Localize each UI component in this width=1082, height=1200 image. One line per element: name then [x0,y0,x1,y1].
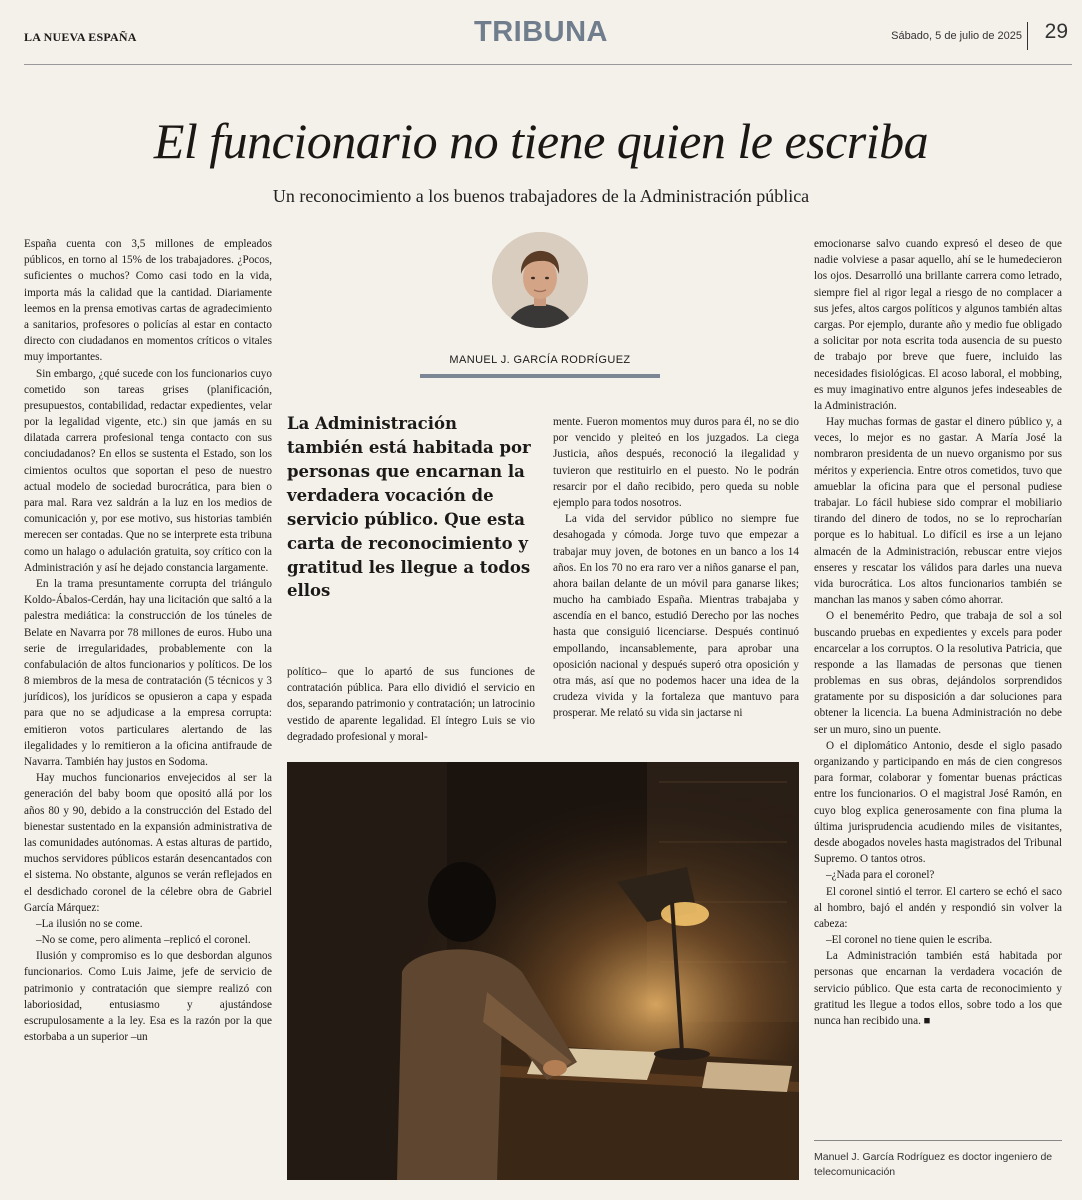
paragraph: –¿Nada para el coronel? [826,869,935,882]
pull-quote: La Administración también está habitada por personas que encarnan la verdadera vocación de servicio público. Que esta carta de reconocimiento y gratitud les llegue a todos ellos [287,414,531,601]
paragraph: O el diplomático Antonio, desde el siglo pasado organizando y participando en más de cien congresos para formar, colaborar y fomentar buenas prácticas entre los funcionarios. O el magistral José Ramón, en cuyo blog explica generosamente con fina pluma la última jurisprudencia acudiendo miles de visitantes, desde abogados noveles hasta magistrados del Tribunal Supremo. O tantos otros. [814,739,1062,866]
article-subtitle: Un reconocimiento a los buenos trabajadores de la Administración pública [272,186,810,206]
paragraph: –El coronel no tiene quien le escriba. [826,934,993,947]
section-title: TRIBUNA [474,16,608,48]
article-illustration [287,762,799,1180]
page-header [0,0,1082,70]
paragraph: En la trama presuntamente corrupta del triángulo Koldo-Ábalos-Cerdán, hay una licitación que saltó a la palestra mediática: la construcción de los túneles de Belate en Navarra por 78 millones de euros. Hubo una serie de irregularidades, probablemente con la confabulación de altos funcionarios y políticos. De los 8 miembros de la mesa de contratación (5 técnicos y 3 jurídicos), los jurídicos se opusieron a capa y espada para que no se adjudicase a la empresa corrupta: emitieron votos particulares alertando de las ilegalidades y lo remitieron a la oficina antifraude de Navarra. También hay justos en Sodoma. [24,577,272,768]
author-name: MANUEL J. GARCÍA RODRÍGUEZ [449,354,631,366]
paragraph: La vida del servidor público no siempre fue desahogada y cómoda. Jorge tuvo que empezar a trabajar muy joven, de botones en un banco a los 14 años. En los 70 no era raro ver a niños ganarse el pan, ahora bailan delante de un móvil para ganarse likes; mucho ha cambiado España. Mientras trabajaba y ascendía en el banco, estudió Derecho por las noches hasta que consiguió licenciarse. Después continuó empollando, incansablemente, para aprobar una oposición nacional y después superó otra oposición y otra más, así que no podemos hacer una idea de la crudeza vivida y la fortaleza que mantuvo para prosperar. Me relató su vida sin jactarse ni [553,513,799,720]
paragraph: político– que lo apartó de sus funciones de contratación pública. Para ello dividió el servicio en dos, separando patrimonio y contratación; un latrocinio vestido de aparente legalidad. El íntegro Luis se vio degradado profesional y moral- [287,666,535,743]
paragraph: –La ilusión no se come. [36,917,143,930]
paragraph: Hay muchas formas de gastar el dinero público y, a veces, lo mejor es no gastar. A María José la nombraron presidenta de un nuevo organismo por sus méritos y experiencia. Entre otros cometidos, tuvo que amueblar la oficina para que el personal pudiese trabajar. Lo fácil hubiese sido comprar el mobiliario tirando del dinero de todos, no se lo reprocharían porque es lo habitual. Lo difícil es irse a un lejano almacén de la Administración, rebuscar entre viejos enseres y rescatar los válidos para darles una nueva vida burocrática. Los altos funcionarios también se manchan las manos y saben cómo ahorrar. [814,416,1062,607]
author-bio: Manuel J. García Rodríguez es doctor ingeniero de telecomunicación [814,1151,1053,1178]
author-underline [420,374,660,378]
paragraph: Ilusión y compromiso es lo que desbordan algunos funcionarios. Como Luis Jaime, jefe de servicio de patrimonio y contratación que siempre realizó con laboriosidad, entusiasmo y ajustándose escrupulosamente a la ley. Esa es la razón por la que estorbaba a un superior –un [24,950,272,1044]
article-column-1 [24,236,272,1045]
article-headline: El funcionario no tiene quien le escriba [153,113,929,169]
author-photo [492,232,588,328]
newspaper-name: LA NUEVA ESPAÑA [24,30,137,44]
paragraph: emocionarse salvo cuando expresó el deseo de que nadie volviese a pasar aquello, ahí se le humedecieron los ojos. Desarrolló una brillante carrera como letrado, siempre fiel al rigor legal a riesgo de no complacer a sus jefes, altos cargos políticos y algunos también altas cargas. Por ejemplo, durante año y medio fue obligado a solicitar por nota escrita toda ausencia de su puesto de trabajo por breve que fuere, incluido las necesidades fisiológicas. El acoso laboral, el mobbing, es muy imaginativo entre algunos jefes indeseables de la Administración. [814,238,1062,412]
article-column-4 [814,236,1062,1029]
header-rule [24,64,1072,65]
article-column-3 [553,414,799,722]
paragraph: –No se come, pero alimenta –replicó el coronel. [36,934,251,947]
paragraph: El coronel sintió el terror. El cartero se echó el saco al hombro, bajó el andén y respondió sin volver la cabeza: [814,885,1062,930]
paragraph: España cuenta con 3,5 millones de empleados públicos, en torno al 15% de los trabajadores. ¿Pocos, suficientes o muchos? Como casi todo en la vida, importa más la calidad que la cantidad. Diariamente leemos en la prensa emotivas cartas de agradecimiento a sanitarios, profesores o policías al estar en contacto directo con ciudadanos en momentos críticos o vitales muy importantes. [24,238,272,364]
page-number: 29 [1044,20,1068,43]
article-column-2 [287,664,535,745]
paragraph: O el benemérito Pedro, que trabaja de sol a sol buscando pruebas en expedientes y excels para poder encarcelar a los corruptos. O la resolutiva Patricia, que responde a las llamadas de personas que tienen problemas en sus obras, dejándolos sorprendidos gratamente por su disposición a dar soluciones para obtener la licencia. La buena Administración no debe ser un muro, sino un puente. [814,610,1062,736]
bio-rule [814,1140,1062,1141]
publication-date: Sábado, 5 de julio de 2025 [891,30,1022,42]
paragraph: Sin embargo, ¿qué sucede con los funcionarios cuyo cometido son tareas grises (planificación, presupuestos, contabilidad, redactar expedientes, velar por la legalidad vigente, etc.) sin que jamás en su dilatada carrera profesional tenga contacto con sus conciudadanos? En ellos se sustenta el Estado, son los cimientos ocultos que soportan el peso de nuestro actual modelo de sociedad burocrática, para bien o para mal. Rara vez saldrán a la luz en los medios de comunicación y, por ese motivo, sus historias también merecen ser contadas. Que no se interprete esta tribuna como un halago o adulación gratuita, soy crítico con la Administración y así he dejado constancia largamente. [24,367,272,574]
paragraph: La Administración también está habitada por personas que encarnan la verdadera vocación de servicio público. Que esta carta de reconocimiento y gratitud les llegue a todos ellos, sobre todo a los que nunca han recibido una. ■ [814,950,1062,1027]
header-separator [1027,22,1028,50]
paragraph: mente. Fueron momentos muy duros para él, no se dio por vencido y pleiteó en los juzgados. La ciega Justicia, años después, reconoció la ilegalidad y tuvieron que restituirlo en el puesto. No le podrán resarcir por el daño recibido, pero queda su noble ejemplo para todos nosotros. [553,416,799,509]
paragraph: Hay muchos funcionarios envejecidos al ser la generación del baby boom que opositó allá por los años 80 y 90, debido a la construcción del Estado del bienestar sustentado en la expansión administrativa de las comunidades autónomas. A estas alturas de partido, muchos servidores públicos estarán desencantados con el sistema. No obstante, algunos se verán reflejados en el desdichado coronel de la célebre obra de Gabriel García Márquez: [24,772,272,914]
